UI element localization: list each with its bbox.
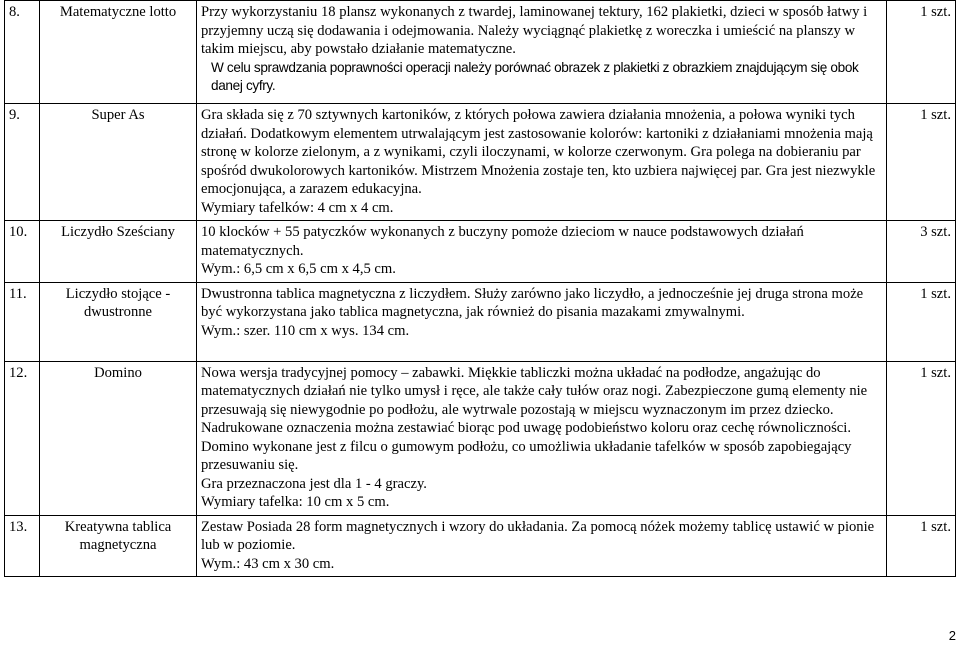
table-row: [5, 515, 956, 577]
product-quantity: 1 szt.: [887, 515, 956, 577]
product-name: Matematyczne lotto: [40, 1, 197, 104]
description-text: Wym.: 6,5 cm x 6,5 cm x 4,5 cm.: [201, 261, 396, 277]
row-number: 9.: [5, 104, 40, 221]
table-row: [5, 104, 956, 221]
row-number: 8.: [5, 1, 40, 104]
product-description: [197, 1, 887, 104]
product-description: [197, 515, 887, 577]
product-name: Liczydło stojące - dwustronne: [40, 282, 197, 361]
description-text: Nowa wersja tradycyjnej pomocy – zabawki. Miękkie tabliczki można układać na podłodze, angażując do matematycznych działań nie tylko umysł i ręce, ale także cały tułów oraz nogi. Zabezpieczone gumą elementy nie przesuwają się niewygodnie po podłożu, ale wytrwale pozostają w miejscu wyznaczonym im przez dziecko. Nadrukowane oznaczenia można zestawiać biorąc pod uwagę podobieństwo koloru oraz cechę równoliczności. Domino wykonane jest z filcu o gumowym podłożu, co umożliwia układanie tafelków w sposób zapobiegający przesuwaniu się.: [201, 364, 868, 473]
product-quantity: 1 szt.: [887, 104, 956, 221]
table-row: [5, 221, 956, 283]
product-name: Super As: [40, 104, 197, 221]
description-text: Wym.: 43 cm x 30 cm.: [201, 555, 335, 572]
page-number: 2: [948, 628, 956, 643]
description-text: Dwustronna tablica magnetyczna z liczydłem. Służy zarówno jako liczydło, a jednocześnie jej druga strona może być wykorzystana jako tablica magnetyczna, jak również do pisania mazakami zmywalnymi.: [201, 285, 864, 320]
description-text: 10 klocków + 55 patyczków wykonanych z buczyny pomoże dzieciom w nauce podstawowych działań matematycznych.: [201, 224, 804, 259]
table-row: [5, 1, 956, 104]
description-text: Przy wykorzystaniu 18 plansz wykonanych z twardej, laminowanej tektury, 162 plakietki, dzieci w sposób łatwy i przyjemny uczą się dodawania i odejmowania. Należy wyciągnąć plakietkę z woreczka i umieścić na planszy w takim miejscu, aby powstało działanie matematyczne.: [201, 4, 868, 57]
description-text: Wymiary tafelków: 4 cm x 4 cm.: [201, 199, 394, 216]
row-number: 11.: [5, 282, 40, 361]
product-quantity: 1 szt.: [887, 361, 956, 515]
description-text: Wymiary tafelka: 10 cm x 5 cm.: [201, 494, 390, 510]
description-text: Zestaw Posiada 28 form magnetycznych i wzory do układania. Za pomocą nóżek możemy tablicę ustawić w pionie lub w poziomie.: [201, 518, 875, 553]
product-name: Liczydło Sześciany: [40, 221, 197, 283]
description-text: Gra przeznaczona jest dla 1 - 4 graczy.: [201, 475, 427, 492]
product-description: [197, 104, 887, 221]
row-number: 12.: [5, 361, 40, 515]
product-name: Domino: [40, 361, 197, 515]
row-number: 10.: [5, 221, 40, 283]
products-table: [4, 0, 956, 577]
product-description: [197, 361, 887, 515]
description-text: Wym.: szer. 110 cm x wys. 134 cm.: [201, 322, 410, 339]
product-description: [197, 282, 887, 361]
description-text: W celu sprawdzania poprawności operacji należy porównać obrazek z plakietki z obrazkiem znajdującym się obok danej cyfry.: [211, 59, 859, 93]
description-text: Gra składa się z 70 sztywnych kartoników, z których połowa zawiera działania mnożenia, a połowa wyniki tych działań. Dodatkowym elementem utrwalającym jest zastosowanie kolorów: kartoniki z działaniami mnożenia mają stronę w kolorze zielonym, a z wynikami, czyli iloczynami, w kolorze czerwonym. Gra polega na dobieraniu par spośród dwukolorowych kartoników. Mistrzem Mnożenia zostaje ten, kto uzbiera najwięcej par. Gra jest niezwykle emocjonująca, a zarazem edukacyjna.: [201, 107, 876, 197]
table-row: [5, 361, 956, 515]
product-quantity: 3 szt.: [887, 221, 956, 283]
product-quantity: 1 szt.: [887, 1, 956, 104]
table-row: [5, 282, 956, 361]
product-quantity: 1 szt.: [887, 282, 956, 361]
product-name: Kreatywna tablica magnetyczna: [40, 515, 197, 577]
row-number: 13.: [5, 515, 40, 577]
product-description: [197, 221, 887, 283]
